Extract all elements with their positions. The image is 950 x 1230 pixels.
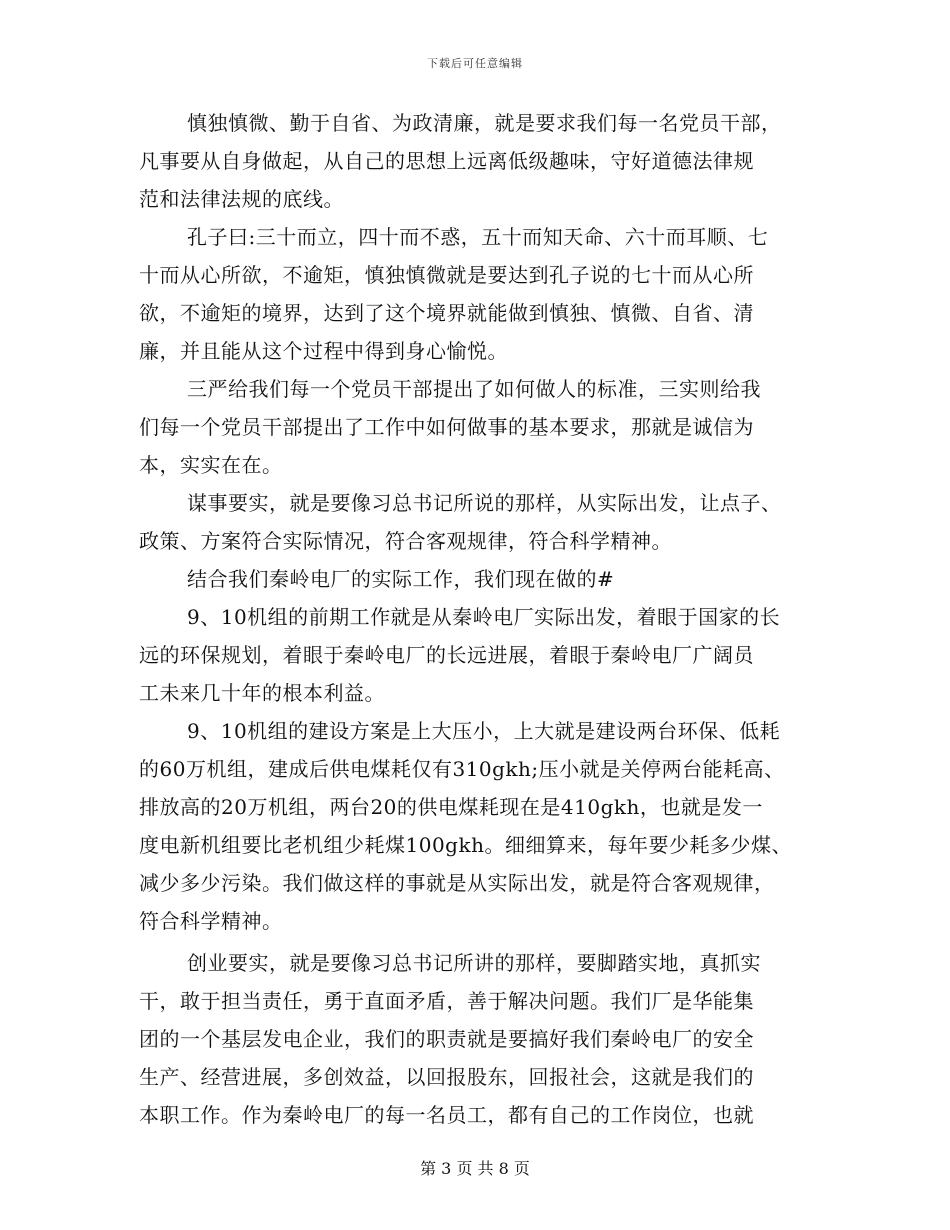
text-line: 们每一个党员干部提出了工作中如何做事的基本要求，那就是诚信为 (139, 415, 754, 439)
text-line: 团的一个基层发电企业，我们的职责就是要搞好我们秦岭电厂的安全 (139, 1027, 754, 1051)
text-line: 创业要实，就是要像习总书记所讲的那样，要脚踏实地，真抓实 (187, 951, 761, 975)
text-line: 政策、方案符合实际情况，符合客观规律，符合科学精神。 (139, 529, 672, 553)
text-line: 廉，并且能从这个过程中得到身心愉悦。 (139, 339, 508, 363)
document-body (139, 104, 815, 1134)
text-line: 排放高的20万机组，两台20的供电煤耗现在是410gkh，也就是发一 (139, 795, 763, 819)
text-line: 范和法律法规的底线。 (139, 187, 344, 211)
text-line: 工未来几十年的根本利益。 (139, 681, 385, 705)
text-line: 结合我们秦岭电厂的实际工作，我们现在做的# (187, 567, 615, 591)
text-line: 减少多少污染。我们做这样的事就是从实际出发，就是符合客观规律， (139, 871, 775, 895)
text-line: 干，敢于担当责任，勇于直面矛盾，善于解决问题。我们厂是华能集 (139, 989, 754, 1013)
text-line: 的60万机组，建成后供电煤耗仅有310gkh;压小就是关停两台能耗高、 (139, 757, 785, 781)
text-line: 度电新机组要比老机组少耗煤100gkh。细细算来，每年要少耗多少煤、 (139, 833, 792, 857)
page-header: 下载后可任意编辑 (427, 57, 523, 70)
text-line: 欲，不逾矩的境界，达到了这个境界就能做到慎独、慎微、自省、清 (139, 301, 754, 325)
text-line: 生产、经营进展，多创效益，以回报股东，回报社会，这就是我们的 (139, 1065, 754, 1089)
text-line: 孔子曰:三十而立，四十而不惑，五十而知天命、六十而耳顺、七 (187, 225, 769, 249)
text-line: 符合科学精神。 (139, 909, 283, 933)
text-line: 谋事要实，就是要像习总书记所说的那样，从实际出发，让点子、 (187, 491, 782, 515)
text-line: 9、10机组的建设方案是上大压小，上大就是建设两台环保、低耗 (187, 719, 781, 743)
text-line: 9、10机组的前期工作就是从秦岭电厂实际出发，着眼于国家的长 (187, 605, 781, 629)
text-line: 本职工作。作为秦岭电厂的每一名员工，都有自己的工作岗位，也就 (139, 1103, 754, 1127)
text-line: 本，实实在在。 (139, 453, 283, 477)
page-footer: 第 3 页 共 8 页 (420, 1159, 530, 1178)
text-line: 远的环保规划，着眼于秦岭电厂的长远进展，着眼于秦岭电厂广阔员 (139, 643, 754, 667)
text-line: 十而从心所欲，不逾矩，慎独慎微就是要达到孔子说的七十而从心所 (139, 263, 754, 287)
text-line: 三严给我们每一个党员干部提出了如何做人的标准，三实则给我 (187, 377, 761, 401)
text-line: 慎独慎微、勤于自省、为政清廉，就是要求我们每一名党员干部， (187, 111, 782, 135)
text-line: 凡事要从自身做起，从自己的思想上远离低级趣味，守好道德法律规 (139, 149, 754, 173)
